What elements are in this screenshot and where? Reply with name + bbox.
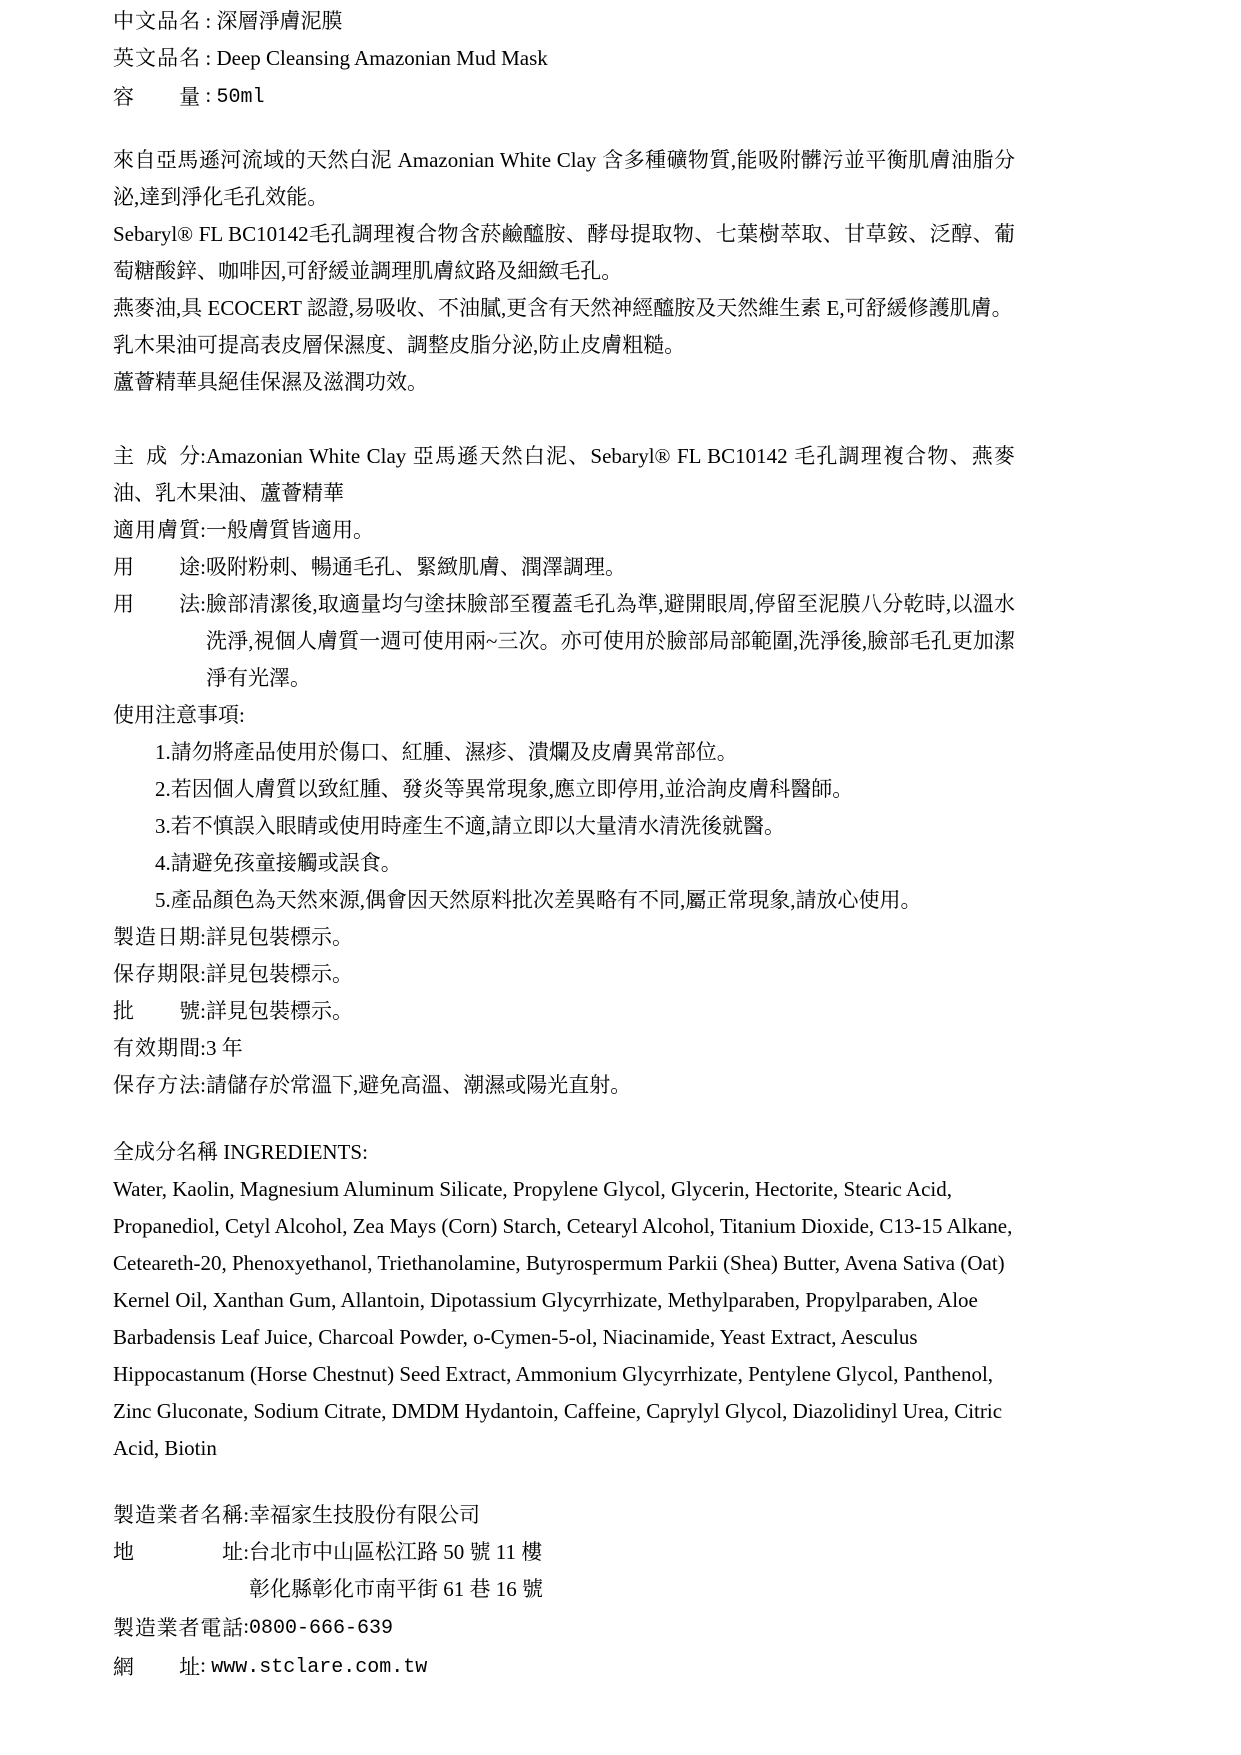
field-label: 用途 (113, 555, 201, 579)
precautions-list (155, 734, 1015, 919)
separator: : (200, 518, 206, 542)
field-label: 主成分 (113, 444, 201, 468)
separator: : (200, 925, 206, 949)
separator: : (200, 46, 217, 70)
precaution-item (155, 734, 1015, 771)
directions-value: 臉部清潔後,取適量均勻塗抹臉部至覆蓋毛孔為準,避開眼周,停留至泥膜八分乾時,以溫水洗淨,視個人膚質一週可使用兩~三次。亦可使用於臉部局部範圍,洗淨後,臉部毛孔更加潔淨有光澤。 (205, 592, 1015, 690)
field-main-ingredients (113, 438, 1015, 512)
skin-type-value: 一般膚質皆適用。 (205, 518, 374, 542)
field-label: 有效期間 (113, 1036, 201, 1060)
separator: : (200, 83, 217, 107)
separator: : (243, 1540, 250, 1564)
field-label: 適用膚質 (113, 518, 201, 542)
field-valid-period (113, 1030, 1015, 1067)
field-website (113, 1647, 1015, 1686)
precaution-item (155, 845, 1015, 882)
product-name-block (113, 3, 1015, 116)
field-label: 製造日期 (113, 925, 201, 949)
main-ingredients-value: Amazonian White Clay 亞馬遜天然白泥、Sebaryl® FL BC10142 毛孔調理複合物、燕麥油、乳木果油、蘆薈精華 (113, 444, 1015, 505)
address-line-2: 彰化縣彰化市南平街 61 巷 16 號 (249, 1577, 544, 1601)
spec-block (113, 438, 1015, 1104)
mfg-date-value: 詳見包裝標示。 (205, 925, 353, 949)
ingredients-text: Water, Kaolin, Magnesium Aluminum Silicate, Propylene Glycol, Glycerin, Hectorite, Stearic Acid, Propanediol, Cetyl Alcohol, Zea Mays (Corn) Starch, Cetearyl Alcohol, Titanium Dioxide, C13-15 Alkane, Ceteareth-20, Phenoxyethanol, Triethanolamine, Butyrospermum Parkii (Shea) Butter, Avena Sativa (Oat) Kernel Oil, Xanthan Gum, Allantoin, Dipotassium Glycyrrhizate, Methylparaben, Propylparaben, Aloe Barbadensis Leaf Juice, Charcoal Powder, o-Cymen-5-ol, Niacinamide, Yeast Extract, Aesculus Hippocastanum (Horse Chestnut) Seed Extract, Ammonium Glycyrrhizate, Pentylene Glycol, Panthenol, Zinc Gluconate, Sodium Citrate, DMDM Hydantoin, Caffeine, Caprylyl Glycol, Diazolidinyl Urea, Citric Acid, Biotin (113, 1177, 1013, 1460)
field-label-wrap (113, 1534, 249, 1571)
website-value: www.stclare.com.tw (211, 1656, 428, 1679)
separator: : (200, 962, 206, 986)
description-paragraph: 燕麥油,具 ECOCERT 認證,易吸收、不油膩,更含有天然神經醯胺及天然維生素 E,可舒緩修護肌膚。 (113, 296, 1013, 320)
field-label: 英文品名 (113, 46, 201, 70)
description-paragraph: Sebaryl® FL BC10142毛孔調理複合物含菸鹼醯胺、酵母提取物、七葉樹萃取、甘草銨、泛醇、葡萄糖酸鋅、咖啡因,可舒緩並調理肌膚紋路及細緻毛孔。 (113, 222, 1015, 283)
item-text: 產品顏色為天然來源,偶會因天然原料批次差異略有不同,屬正常現象,請放心使用。 (170, 888, 922, 912)
field-shelf-life (113, 956, 1015, 993)
address-line-1: 台北市中山區松江路 50 號 11 樓 (249, 1540, 543, 1564)
field-label: 用法 (113, 592, 201, 616)
item-number: 4. (155, 851, 171, 875)
item-text: 請勿將產品使用於傷口、紅腫、濕疹、潰爛及皮膚異常部位。 (170, 740, 738, 764)
description-paragraph: 蘆薈精華具絕佳保濕及滋潤功效。 (113, 370, 428, 394)
description-paragraph: 乳木果油可提高表皮層保濕度、調整皮脂分泌,防止皮膚粗糙。 (113, 333, 686, 357)
field-mfg-date (113, 919, 1015, 956)
volume-value: 50ml (216, 86, 265, 109)
field-label: 製造業者電話 (113, 1616, 244, 1640)
field-phone (113, 1608, 1015, 1647)
field-label: 批號 (113, 999, 201, 1023)
ingredients-title: 全成分名稱 INGREDIENTS: (113, 1140, 368, 1164)
en-product-name-value: Deep Cleansing Amazonian Mud Mask (216, 46, 548, 70)
field-label: 中文品名 (113, 9, 201, 33)
field-label: 地址 (113, 1540, 244, 1564)
field-usage (113, 549, 1015, 586)
address-lines (249, 1534, 1015, 1608)
usage-value: 吸附粉刺、暢通毛孔、緊緻肌膚、潤澤調理。 (205, 555, 626, 579)
field-label: 容量 (113, 85, 201, 109)
field-label-wrap (113, 586, 206, 623)
item-number: 1. (155, 740, 171, 764)
description-block (113, 142, 1015, 401)
separator: : (243, 1503, 250, 1527)
description-paragraph: 來自亞馬遜河流域的天然白泥 Amazonian White Clay 含多種礦物質,能吸附髒污並平衡肌膚油脂分泌,達到淨化毛孔效能。 (113, 148, 1015, 209)
separator: : (200, 1653, 212, 1677)
storage-value: 請儲存於常溫下,避免高溫、潮濕或陽光直射。 (205, 1073, 632, 1097)
document-body (113, 0, 1015, 1686)
field-storage (113, 1067, 1015, 1104)
item-text: 若不慎誤入眼睛或使用時產生不適,請立即以大量清水清洗後就醫。 (170, 814, 785, 838)
ingredients-block (113, 1134, 1015, 1467)
separator: : (200, 592, 206, 616)
field-label: 保存期限 (113, 962, 201, 986)
item-text: 請避免孩童接觸或誤食。 (170, 851, 402, 875)
precautions-title: 使用注意事項: (113, 703, 245, 727)
field-skin-type (113, 512, 1015, 549)
field-volume (113, 77, 1015, 116)
separator: : (243, 1614, 250, 1638)
precaution-item (155, 808, 1015, 845)
separator: : (200, 999, 206, 1023)
batch-no-value: 詳見包裝標示。 (205, 999, 353, 1023)
field-en-product-name (113, 40, 1015, 77)
item-number: 5. (155, 888, 171, 912)
field-directions (113, 586, 1015, 697)
separator: : (200, 1036, 206, 1060)
field-label: 網址 (113, 1655, 201, 1679)
precaution-item (155, 771, 1015, 808)
item-text: 若因個人膚質以致紅腫、發炎等異常現象,應立即停用,並洽詢皮膚科醫師。 (170, 777, 854, 801)
manufacturer-name-value: 幸福家生技股份有限公司 (249, 1503, 481, 1527)
precaution-item (155, 882, 1015, 919)
field-label: 保存方法 (113, 1073, 201, 1097)
field-manufacturer-name (113, 1497, 1015, 1534)
field-cn-product-name (113, 3, 1015, 40)
field-label: 製造業者名稱 (113, 1503, 244, 1527)
separator: : (200, 444, 206, 468)
shelf-life-value: 詳見包裝標示。 (205, 962, 353, 986)
separator: : (200, 9, 217, 33)
separator: : (200, 1073, 206, 1097)
phone-value: 0800-666-639 (249, 1617, 394, 1640)
valid-period-value: 3 年 (205, 1036, 243, 1060)
manufacturer-block (113, 1497, 1015, 1686)
item-number: 3. (155, 814, 171, 838)
field-address (113, 1534, 1015, 1608)
cn-product-name-value: 深層淨膚泥膜 (216, 9, 343, 33)
field-batch-no (113, 993, 1015, 1030)
separator: : (200, 555, 206, 579)
item-number: 2. (155, 777, 171, 801)
